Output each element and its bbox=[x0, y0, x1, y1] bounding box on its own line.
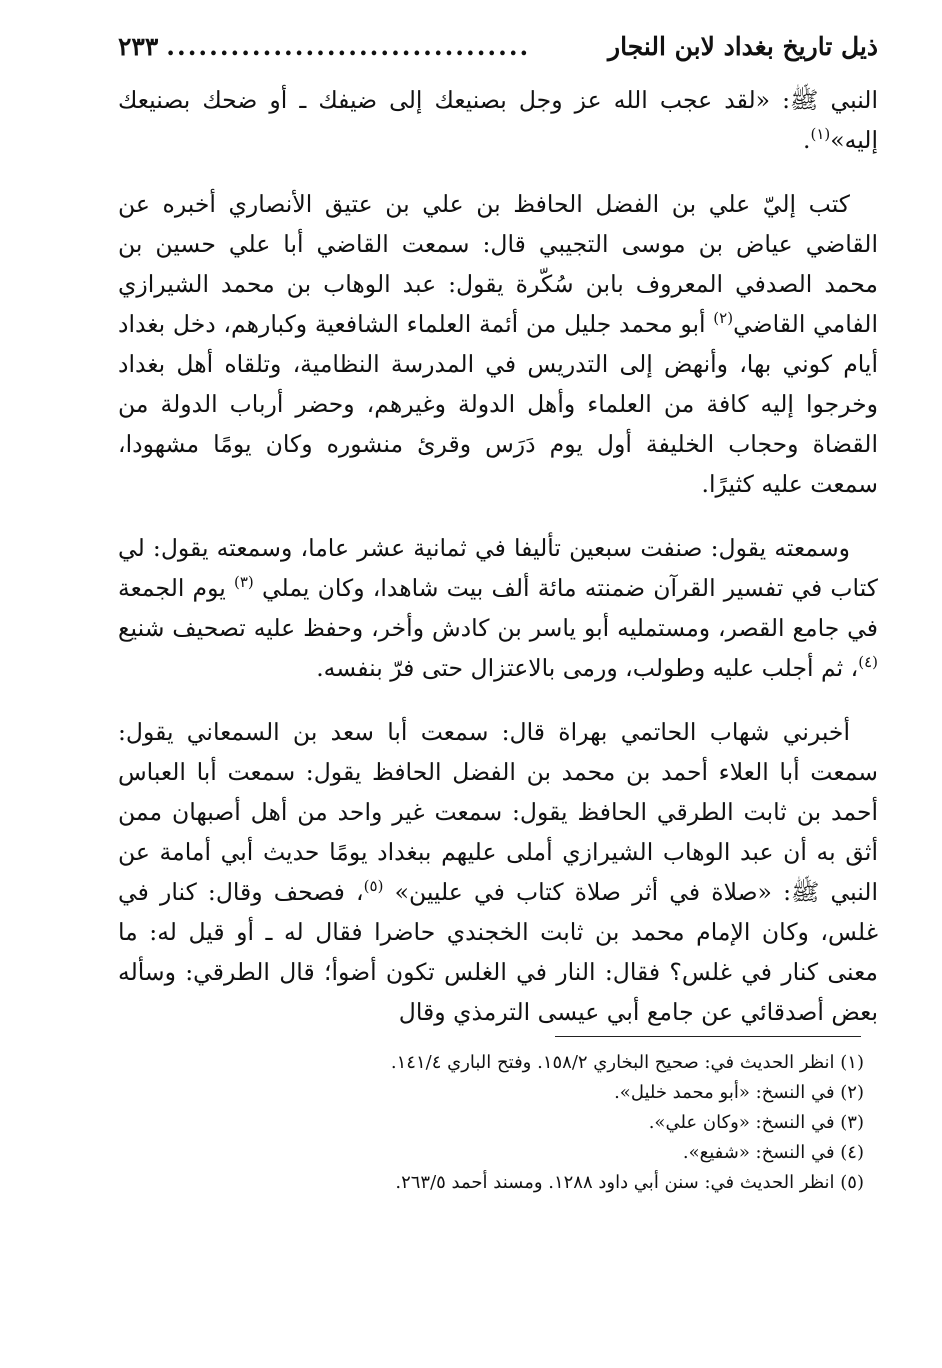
paragraph-4: أخبرني شهاب الحاتمي بهراة قال: سمعت أبا سعد بن السمعاني يقول: سمعت أبا العلاء أحمد بن محمد بن الفضل الحافظ يقول: سمعت أبا العباس أحمد بن ثابت الطرقي الحافظ يقول: سمعت غير واحد من أهل أصبهان ممن أثق به أن عبد الوهاب الشيرازي أملى عليهم ببغداد يومًا حديث أبي أمامة عن النبي ﷺ: «صلاة في أثر صلاة كتاب في عليين» $^{(٥)}$، فصحف وقال: كنار في غلس، وكان الإمام محمد بن ثابت الخجندي حاضرا فقال له ـ أو قيل له: ما معنى كنار في غلس؟ فقال: النار في الغلس تكون أضوأ؛ قال الطرقي: وسأله بعض أصدقائي عن جامع أبي عيسى الترمذي وقال bbox=[118, 718, 878, 1026]
footnote-4: (٤) في النسخ: «شفيع». bbox=[682, 1142, 864, 1163]
footnote-ref-4: (٤) bbox=[858, 653, 878, 672]
footnote-ref-2: (٢) bbox=[713, 309, 734, 328]
paragraph-3: وسمعته يقول: صنفت سبعين تأليفا في ثمانية عشر عاما، وسمعته يقول: لي كتاب في تفسير القرآن ضمنته مائة ألف بيت شاهدا، وكان يملي $^{(٣)}$ يوم الجمعة في جامع القصر، ومستمليه أبو ياسر بن كادش وأخر، وحفظ عليه تصحيف شنيع $^{(٤)}$، ثم أجلب عليه وطولب، ورمى بالاعتزال حتى فرّ بنفسه. bbox=[118, 534, 878, 682]
footnote-1: (١) انظر الحديث في: صحيح البخاري ١٥٨/٢. وفتح الباري ١٤١/٤. bbox=[390, 1052, 864, 1073]
footnote-ref-1: (١) bbox=[810, 125, 831, 144]
footnote-2: (٢) في النسخ: «أبو محمد خليل». bbox=[614, 1082, 864, 1103]
dot-leader: .................................. bbox=[166, 32, 531, 61]
footnote-3: (٣) في النسخ: «وكان علي». bbox=[648, 1112, 864, 1133]
paragraph-2: كتب إليّ علي بن الفضل الحافظ بن علي بن عتيق الأنصاري أخبره عن القاضي عياض بن موسى التجيبي قال: سمعت القاضي أبا علي حسين بن محمد الصدفي المعروف بابن سُكّرة يقول: عبد الوهاب بن محمد الشيرازي الفامي القاضي$^{(٢)}$ أبو محمد جليل من أئمة العلماء الشافعية وكبارهم، دخل بغداد أيام كوني بها، وأنهض إلى التدريس في المدرسة النظامية، وتلقاه أهل بغداد وخرجوا إليه كافة من العلماء وأهل الدولة وغيرهم، وحضر أرباب الدولة من القضاة وحجاب الخليفة أول يوم دَرَس وقرئ منشوره وكان يومًا مشهودا، سمعت عليه كثيرًا. bbox=[118, 190, 878, 498]
footnotes bbox=[118, 1048, 864, 1198]
running-header bbox=[118, 32, 878, 72]
main-text bbox=[118, 80, 878, 1056]
paragraph-1: النبي ﷺ: «لقد عجب الله عز وجل بصنيعك إلى ضيفك ـ أو ضحك بصنيعك إليه»$^{(١)}$. bbox=[118, 86, 878, 154]
footnote-separator bbox=[555, 1036, 861, 1037]
footnote-ref-3: (٣) bbox=[233, 573, 254, 592]
footnote-5: (٥) انظر الحديث في: سنن أبي داود ١٢٨٨. ومسند أحمد ٢٦٣/٥. bbox=[395, 1172, 864, 1193]
page-number: ٢٣٣ bbox=[118, 32, 159, 61]
footnote-ref-5: (٥) bbox=[363, 877, 384, 896]
book-title: ذيل تاريخ بغداد لابن النجار bbox=[608, 32, 878, 61]
